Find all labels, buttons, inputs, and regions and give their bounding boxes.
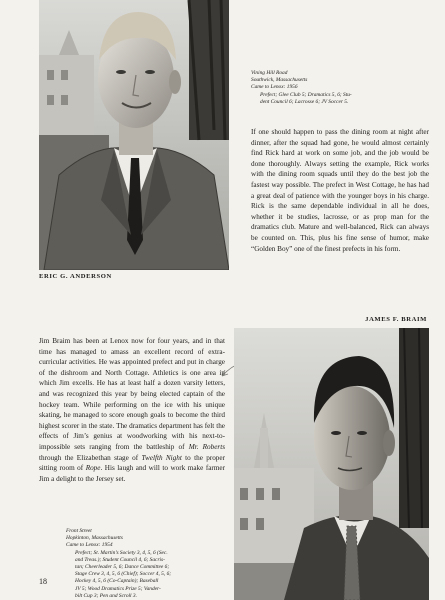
address-line: Vining Hill Road bbox=[251, 70, 288, 76]
address-line: Hopkinton, Massachusetts bbox=[66, 535, 123, 542]
activities-line: dent Council 6; Lacrosse 6; JV Soccer 5. bbox=[260, 98, 349, 105]
portrait-photo-anderson bbox=[39, 0, 229, 270]
address-line: Front Street bbox=[66, 528, 92, 534]
came-to-lenox: Came to Lenox: 1956 bbox=[251, 84, 298, 91]
page-number: 18 bbox=[39, 577, 47, 586]
portrait-photo-braim bbox=[234, 328, 429, 600]
play-title: Mr. Roberts bbox=[188, 442, 225, 451]
activities-line: Hockey 4, 5, 6 (Co-Captain); Baseball bbox=[75, 578, 159, 585]
activities-line: bilt Cup 3; Pen and Scroll 3. bbox=[75, 592, 137, 599]
student-name-braim: JAMES F. BRAIM bbox=[365, 316, 427, 323]
play-title: Twelfth Night bbox=[141, 453, 182, 462]
biography-braim bbox=[39, 336, 225, 484]
activities-line: and Treas.); Student Council 4, 6; Sacris- bbox=[75, 556, 165, 563]
bio-text: . His laugh and will to work make farmer Jim a delight to the Jersey set. bbox=[39, 464, 225, 483]
activities-line: JV 5; Wood Dramatics Prize 5; Vander- bbox=[75, 585, 161, 592]
biography-anderson: If one should happen to pass the dining room at night after dinner, after the squad had gone, he would almost certainly find Rick hard at work on some job, and the job would be done thoroughly. Always setting the example, Rick works with the dining room squads until they do the best job the fastest way possible. The prefect in West Cottage, he has had a great deal of patience with the younger boys in his charge. Rick is the same dependable individual in all he does, whether it be studies, lacrosse, or as prop man for the dramatics club. Mature and well-balanced, Rick can always be counted on. This, plus his fine sense of humor, make “Golden Boy” one of the finest prefects in his form. bbox=[251, 128, 429, 253]
activities-line: Prefect; Glee Club 5; Dramatics 5, 6; Stu- bbox=[260, 91, 352, 98]
activities-line: Stage Crew 3, 4, 5, 6 (Chief); Soccer 4, 5, 6; bbox=[75, 571, 172, 578]
bio-text: through the Elizabethan stage of bbox=[39, 453, 142, 462]
activities-line: tan; Cheerleader 5, 6; Dance Committee 6; bbox=[75, 564, 170, 571]
student-name-anderson: ERIC G. ANDERSON bbox=[39, 273, 112, 280]
bio-text: to the proper sitting room of bbox=[39, 453, 225, 473]
student-info-anderson bbox=[251, 70, 431, 106]
bio-text: Jim Braim has been at Lenox now for four years, and in that time has managed to amass an excellent record of extra-curricular activities. He was appointed prefect and put in charge of the dishroom and North Cottage. Athletics is one area in which Jim excells. He has at least half a dozen varsity letters, and was recognized this year by being elected captain of the hockey team. While performing on the ice with his unique skating, he managed to score enough goals to become the third highest scorer in the state. The dramatics department has felt the effects of Jim’s genius at woodworking with his next-to-impossible sets ranging from the battleship of bbox=[39, 337, 225, 451]
activities-line: Prefect; St. Martin’s Society 3, 4, 5, 6 (Sec. bbox=[75, 549, 168, 556]
student-info-braim bbox=[66, 528, 231, 600]
play-title: Rope bbox=[85, 464, 101, 473]
address-line: Southwick, Massachusetts bbox=[251, 77, 308, 84]
came-to-lenox: Came to Lenox: 1954 bbox=[66, 542, 113, 549]
